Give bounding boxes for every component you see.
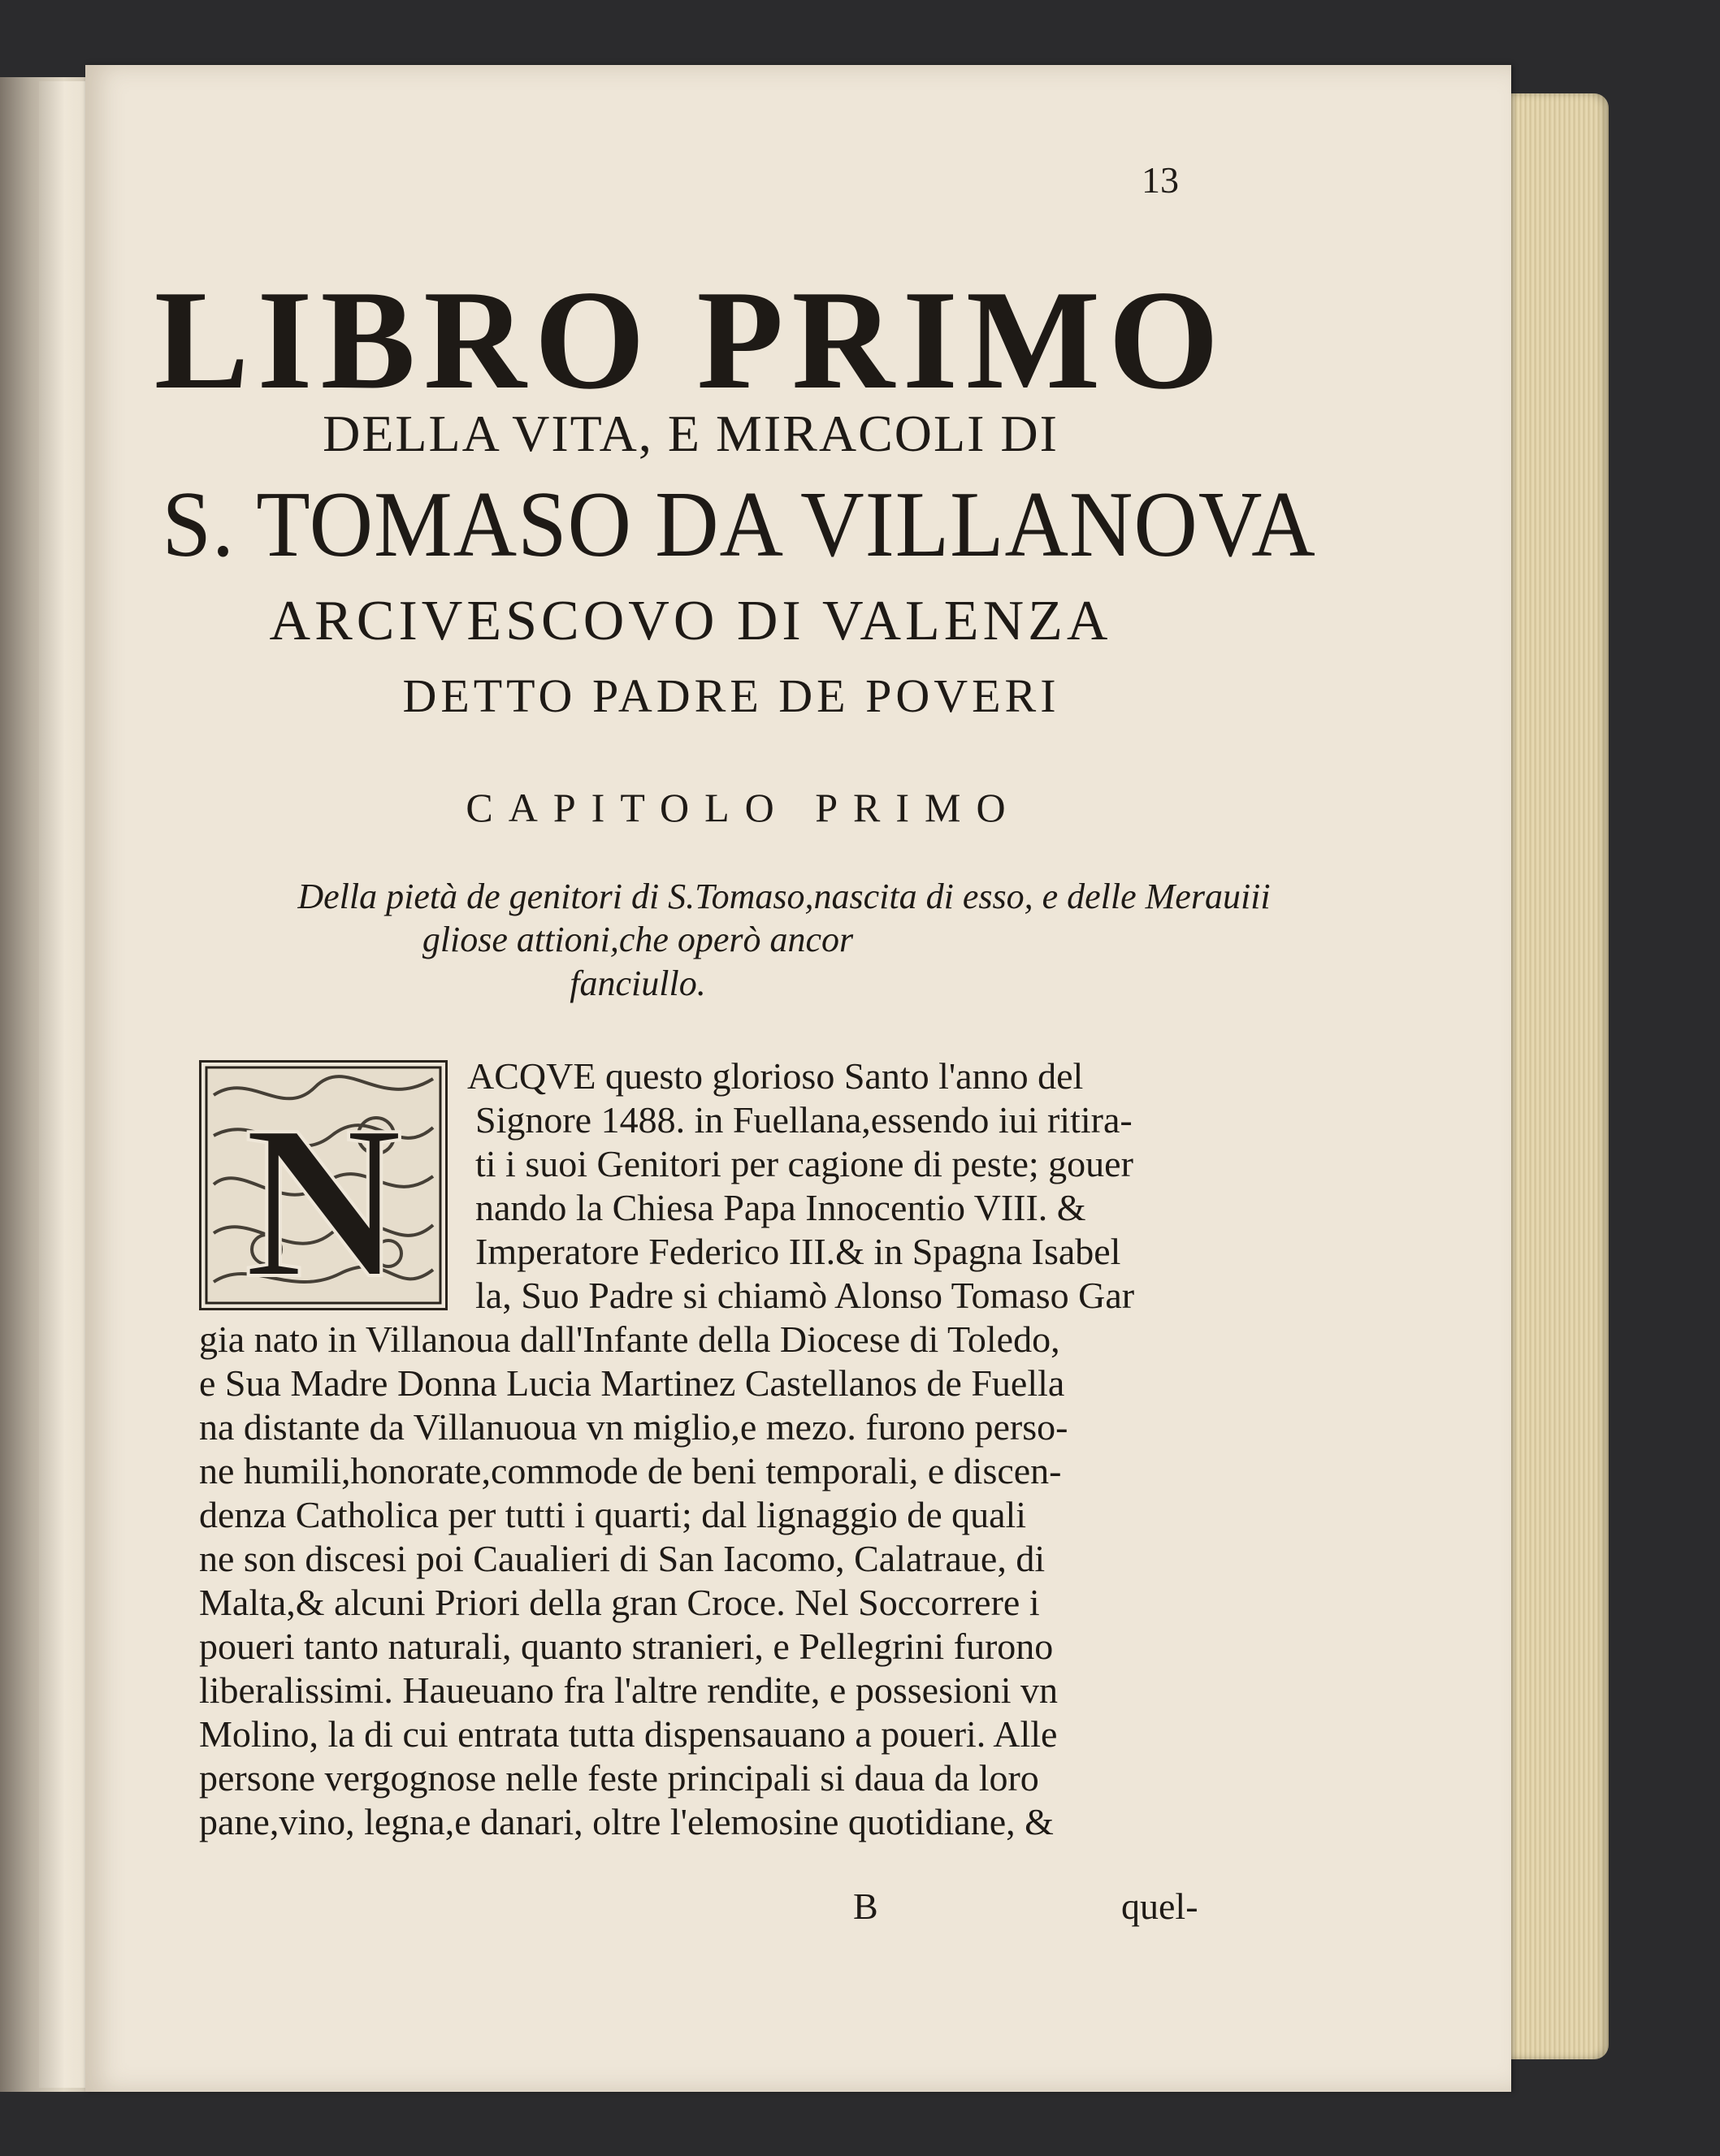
page-number: 13 [1142,159,1179,201]
decorated-initial [199,1060,448,1310]
text-line: gia nato in Villanoua dall'Infante della Diocese di Toledo, [199,1318,1060,1360]
text-line: Signore 1488. in Fuellana,essendo iui ritira- [475,1099,1133,1141]
text-line: la, Suo Padre si chiamò Alonso Tomaso Gar [475,1275,1135,1316]
svg-text:N: N [244,1080,403,1308]
chapter-summary-line: fanciullo. [570,963,706,1003]
text-line: denza Catholica per tutti i quarti; dal lignaggio de quali [199,1494,1027,1535]
subtitle-line-4: DETTO PADRE DE POVERI [402,669,1060,722]
text-line: ti i suoi Genitori per cagione di peste; gouer [475,1143,1133,1184]
subtitle-line-1: DELLA VITA, E MIRACOLI DI [323,405,1059,462]
text-line: pane,vino, legna,e danari, oltre l'elemosine quotidiane, & [199,1801,1054,1842]
book-title: LIBRO PRIMO [154,261,1228,418]
text-line: Malta,& alcuni Priori della gran Croce. Nel Soccorrere i [199,1582,1040,1623]
text-line: ne son discesi poi Caualieri di San Iacomo, Calatraue, di [199,1538,1046,1579]
chapter-heading: CAPITOLO PRIMO [466,785,1021,830]
text-line: persone vergognose nelle feste principali si daua da loro [199,1757,1039,1799]
text-line: na distante da Villanuoua vn miglio,e mezo. furono perso- [199,1406,1068,1448]
text-line: nando la Chiesa Papa Innocentio VIII. & [475,1187,1086,1228]
chapter-summary-line: Della pietà de genitori di S.Tomaso,nascita di esso, e delle Merauiii [297,877,1271,916]
text-line: liberalissimi. Haueuano fra l'altre rendite, e possesioni vn [199,1669,1059,1711]
subtitle-line-2: S. TOMASO DA VILLANOVA [162,473,1316,577]
text-line: Imperatore Federico III.& in Spagna Isabel [475,1231,1121,1272]
catchword: quel- [1121,1885,1198,1927]
subtitle-line-3: ARCIVESCOVO DI VALENZA [269,590,1112,652]
text-line: poueri tanto naturali, quanto stranieri, e Pellegrini furono [199,1626,1054,1667]
text-line: e Sua Madre Donna Lucia Martinez Castellanos de Fuella [199,1362,1065,1404]
text-line: Molino, la di cui entrata tutta dispensauano a poueri. Alle [199,1713,1058,1755]
foliage-ornament-icon [201,1063,445,1308]
text-line: ACQVE questo glorioso Santo l'anno del [467,1055,1084,1097]
chapter-summary-line: gliose attioni,che operò ancor [422,920,854,959]
signature-mark: B [853,1885,878,1927]
text-line: ne humili,honorate,commode de beni temporali, e discen- [199,1450,1062,1491]
